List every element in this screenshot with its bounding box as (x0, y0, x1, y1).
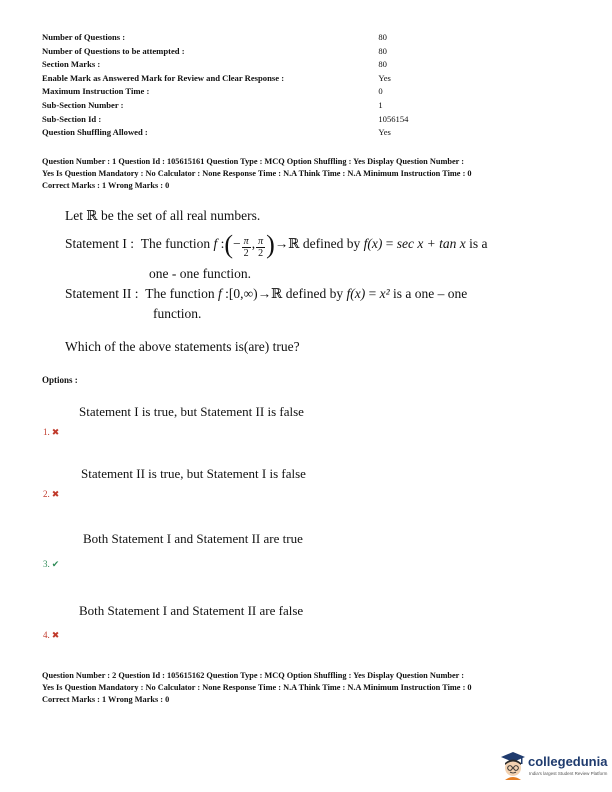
statement-2-label: Statement II : (65, 286, 139, 301)
question-prompt: Which of the above statements is(are) true? (65, 339, 300, 354)
question-1-header (42, 156, 582, 192)
meta-row (42, 126, 422, 140)
cross-icon: ✖ (51, 630, 60, 640)
meta-label: Number of Questions to be attempted : (42, 45, 185, 56)
question-header-line: Yes Is Question Mandatory : No Calculator : None Response Time : N.A Think Time : N.A Minimum Instruction Time : 0 (42, 683, 472, 692)
option-3-number: 3. ✔ (43, 559, 60, 569)
meta-row (42, 99, 422, 113)
meta-value: Yes (378, 72, 391, 83)
meta-label: Question Shuffling Allowed : (42, 127, 148, 138)
statement-2-continued: function. (153, 306, 202, 321)
cross-icon: ✖ (51, 427, 60, 437)
question-2-header (42, 670, 582, 706)
logo-wordmark: collegedunia (528, 754, 608, 769)
question-header-line: Yes Is Question Mandatory : No Calculator : None Response Time : N.A Think Time : N.A Minimum Instruction Time : 0 (42, 169, 472, 178)
meta-value: 80 (378, 32, 387, 42)
option-1-text: Statement I is true, but Statement II is false (79, 404, 304, 419)
meta-row (42, 58, 422, 72)
checkmark-icon: ✔ (51, 559, 60, 569)
meta-value: 80 (378, 59, 387, 70)
statement-1-label: Statement I : (65, 236, 134, 251)
meta-label: Enable Mark as Answered Mark for Review and Clear Response : (42, 72, 285, 83)
question-header-line: Correct Marks : 1 Wrong Marks : 0 (42, 695, 170, 704)
meta-value: 1056154 (378, 113, 409, 124)
meta-row (42, 113, 422, 127)
collegedunia-logo (500, 750, 608, 786)
statement-1-continued: one - one function. (149, 266, 251, 281)
meta-row (42, 31, 422, 45)
graduate-mascot-icon (500, 750, 526, 780)
meta-value: Yes (378, 127, 391, 138)
option-2-text: Statement II is true, but Statement I is false (81, 466, 306, 481)
meta-value: 1 (378, 99, 383, 110)
cross-icon: ✖ (51, 489, 60, 499)
option-3-text: Both Statement I and Statement II are true (83, 531, 303, 546)
question-intro: Let ℝ be the set of all real numbers. (65, 208, 261, 223)
meta-row (42, 85, 422, 99)
logo-tagline: India's largest Student Review Platform (529, 771, 608, 776)
meta-row (42, 72, 422, 86)
statement-2: Statement II : The function f :[0,∞)→ℝ defined by f(x) = x² is a one – one (65, 286, 468, 301)
options-label: Options : (42, 375, 78, 385)
meta-label: Maximum Instruction Time : (42, 86, 150, 97)
meta-row (42, 45, 422, 59)
option-4-number: 4. ✖ (43, 630, 60, 640)
meta-value: 80 (378, 45, 387, 56)
section-metadata-table (42, 31, 422, 140)
meta-value: 0 (378, 86, 383, 97)
option-2-number: 2. ✖ (43, 489, 60, 499)
statement-1: Statement I : The function f :(− $\frac{\pi}{2}$ , $\frac{\pi}{2}$ )→ℝ defined by f(x) = sec x + tan x is a (65, 230, 488, 259)
option-4-text: Both Statement I and Statement II are false (79, 603, 304, 618)
question-header-line: Question Number : 2 Question Id : 105615162 Question Type : MCQ Option Shuffling : Yes Display Question Number : (42, 671, 465, 680)
meta-label: Sub-Section Id : (42, 113, 102, 124)
question-header-line: Correct Marks : 1 Wrong Marks : 0 (42, 181, 170, 190)
meta-label: Section Marks : (42, 59, 101, 70)
fraction-pi-over-2: $\frac{\pi}{2}$ (258, 236, 264, 259)
question-header-line: Question Number : 1 Question Id : 105615161 Question Type : MCQ Option Shuffling : Yes Display Question Number : (42, 157, 465, 166)
meta-label: Sub-Section Number : (42, 99, 124, 110)
fraction-pi-over-2: $\frac{\pi}{2}$ (243, 236, 249, 259)
option-1-number: 1. ✖ (43, 427, 60, 437)
meta-label: Number of Questions : (42, 32, 126, 42)
